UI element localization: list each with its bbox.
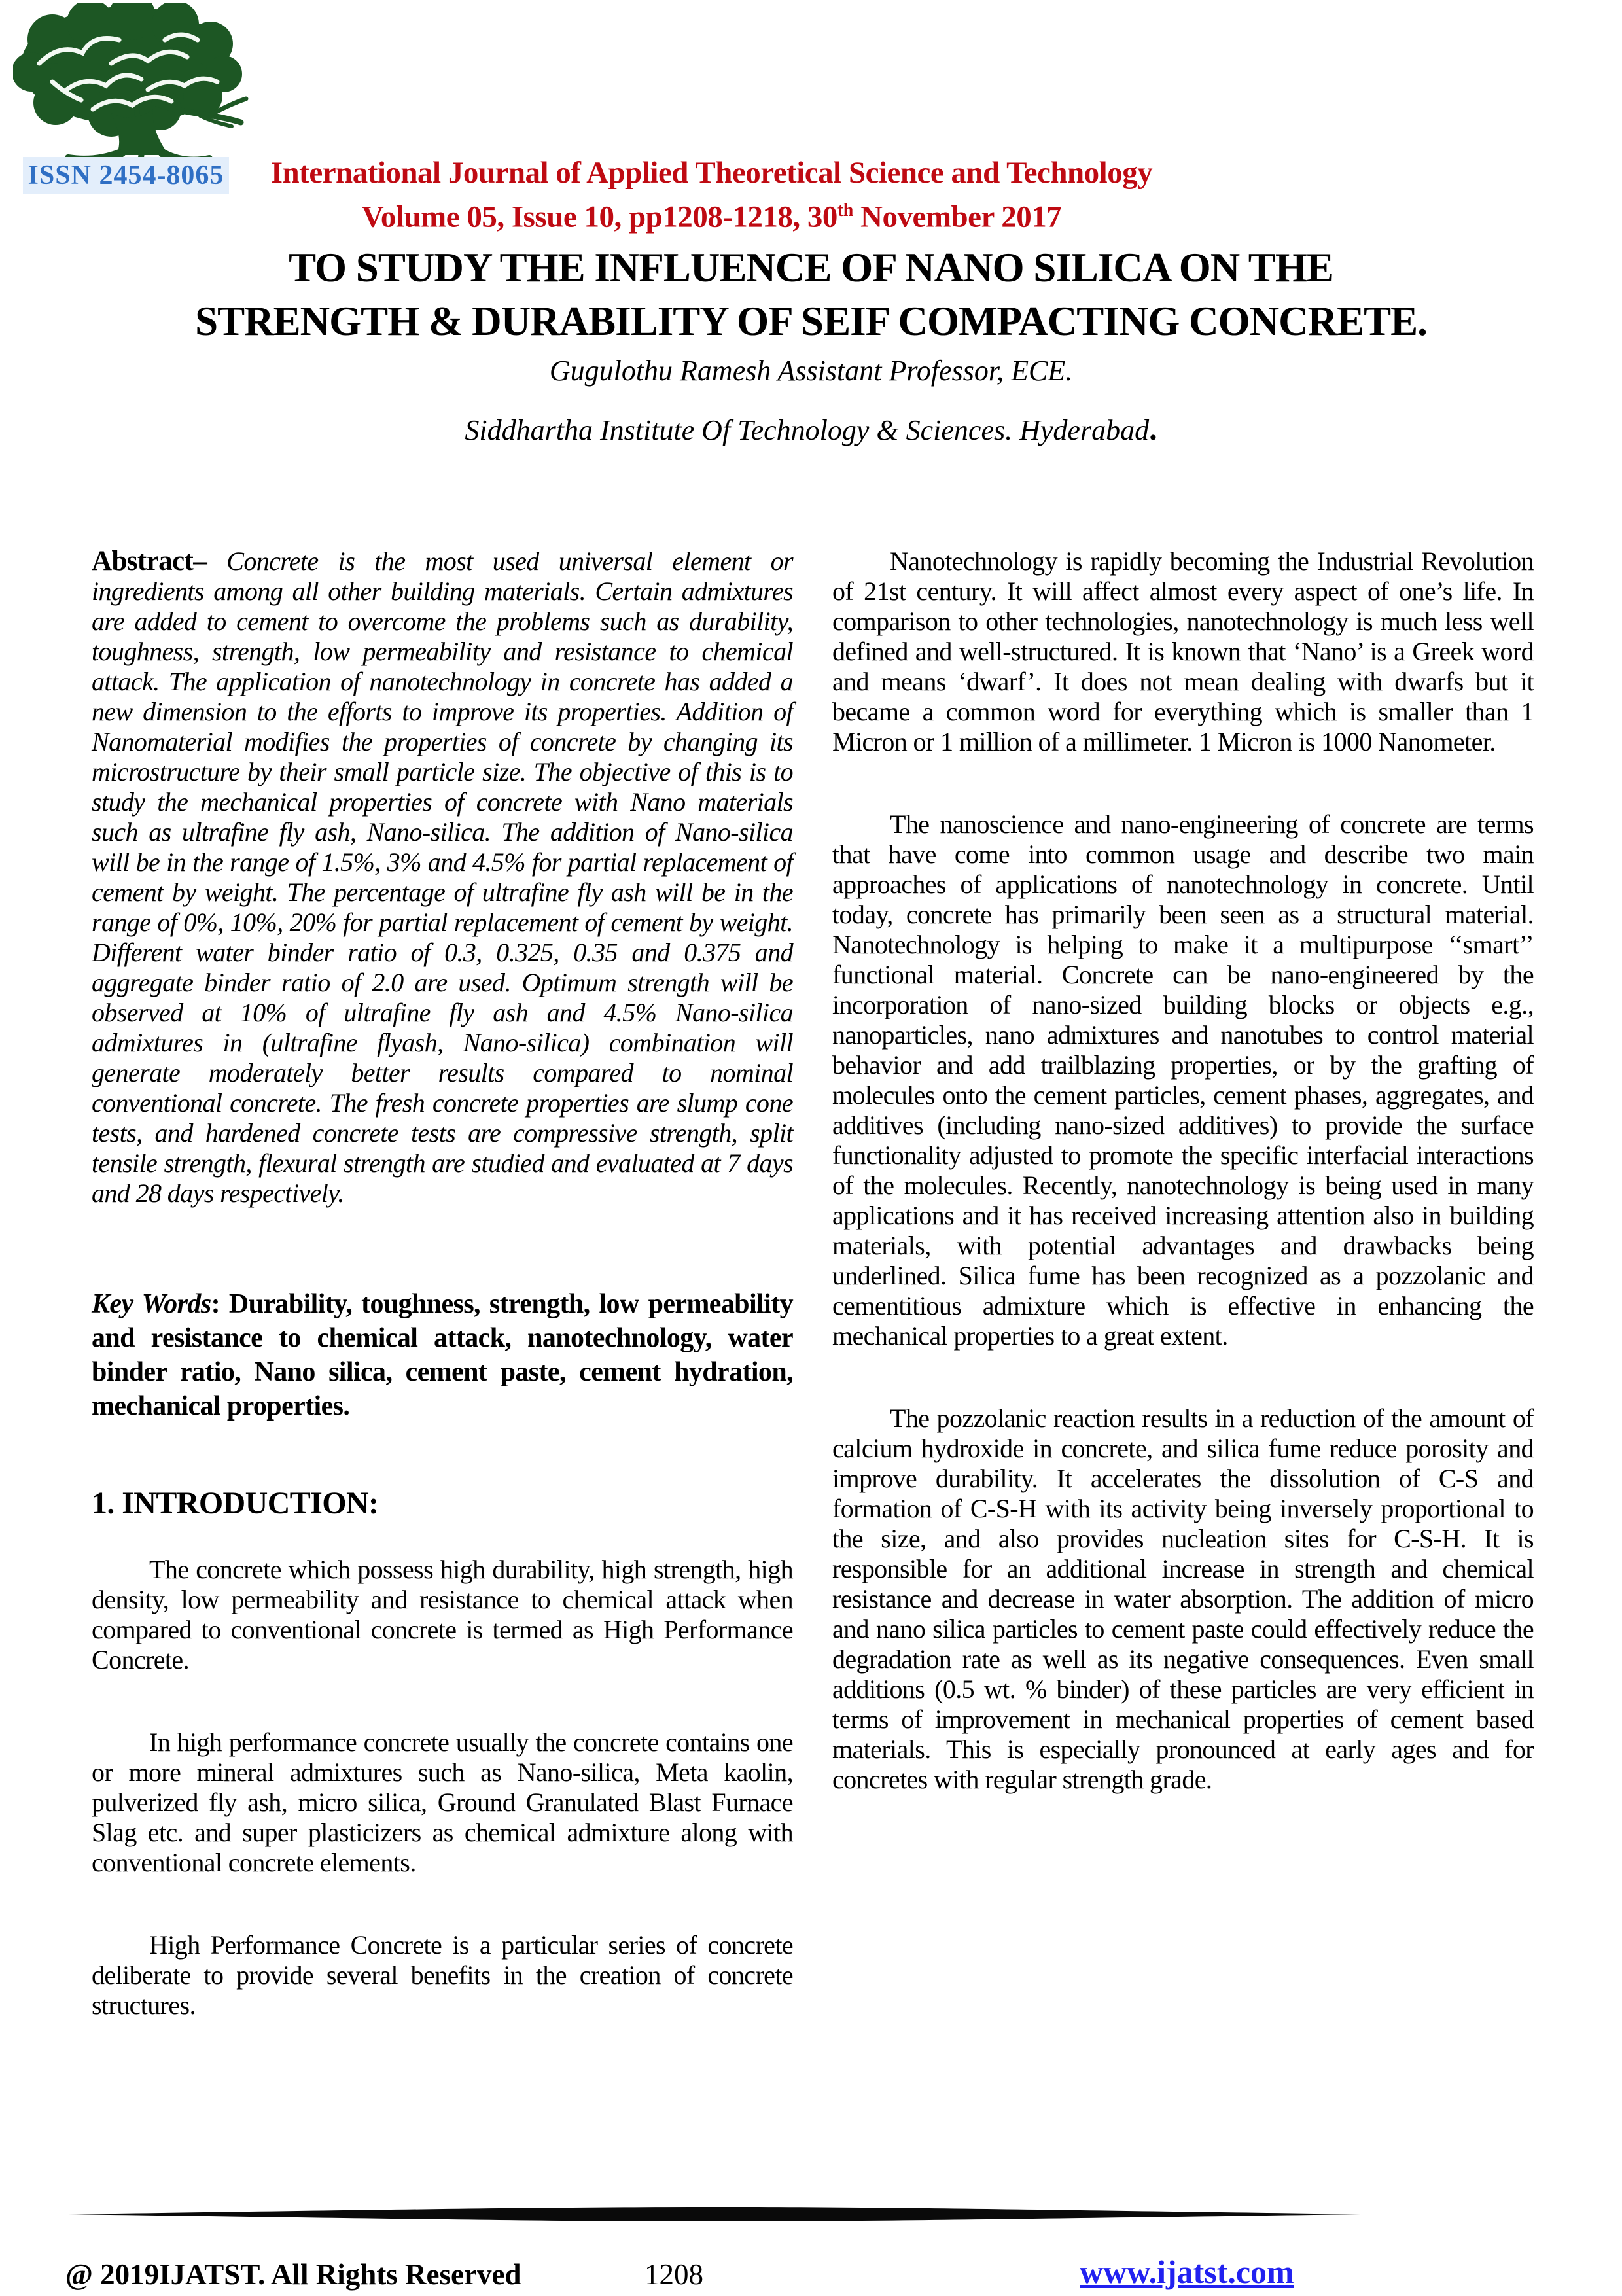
body-paragraph-2: The nanoscience and nano-engineering of concrete are terms that have come into common usage and describe two main approaches of applications of nanotechnology in concrete. Until today, concrete has primarily been seen as a structural material. Nanotechnology is helping to make it a multipurpose ‘‘smart’’ functional material. Concrete can be nano-engineered by the incorporation of nano-sized building blocks or objects e.g., nanoparticles, nano admixtures and nanotubes to control material behavior and add trailblazing properties, or by the grafting of molecules onto the cement particles, cement phases, aggregates, and additives (including nano-sized additives) to provide the surface functionality adjusted to promote the specific interfacial interactions of the molecules. Recently, nanotechnology is being used in many applications and it has received increasing attention also in building materials, with potential advantages and drawbacks being underlined. Silica fume has been recognized as a pozzolanic and cementitious admixture which is effective in enhancing the mechanical properties to a great extent. <box>832 809 1534 1351</box>
keywords-colon: : <box>211 1289 220 1319</box>
affiliation-line <box>0 411 1622 448</box>
brain-tree-icon <box>13 3 275 160</box>
keywords-paragraph <box>92 1287 793 1423</box>
body-columns <box>92 546 1534 2021</box>
paper-title-line2: STRENGTH & DURABILITY OF SEIF COMPACTING CONCRETE. <box>195 298 1427 344</box>
keywords-label: Key Words <box>92 1289 211 1319</box>
footer-divider-line <box>68 2206 1360 2225</box>
affiliation-period: . <box>1149 410 1157 447</box>
journal-header <box>222 154 1201 236</box>
introduction-heading: 1. INTRODUCTION: <box>92 1486 379 1521</box>
affiliation-text: Siddhartha Institute Of Technology & Sciences. Hyderabad <box>465 414 1150 446</box>
introduction-paragraph-1: The concrete which possess high durability, high strength, high density, low permeability and resistance to chemical attack when compared to conventional concrete is termed as High Performance Concrete. <box>92 1555 793 1674</box>
abstract-label: Abstract– <box>92 546 207 576</box>
issn-number: ISSN 2454-8065 <box>23 157 229 194</box>
footer-website-link[interactable]: www.ijatst.com <box>1080 2253 1294 2290</box>
author-line: Gugulothu Ramesh Assistant Professor, ECE. <box>549 355 1073 387</box>
paper-title-line1: TO STUDY THE INFLUENCE OF NANO SILICA ON THE <box>289 245 1333 291</box>
volume-text: Volume 05, Issue 10, pp1208-1218, 30 <box>361 200 837 234</box>
journal-name: International Journal of Applied Theoretical Science and Technology <box>270 156 1153 190</box>
body-paragraph-3: The pozzolanic reaction results in a reduction of the amount of calcium hydroxide in concrete, and silica fume reduce porosity and improve durability. It accelerates the dissolution of C-S and formation of C-S-H with its activity being inversely proportional to the size, and also provides nucleation sites for C-S-H. It is responsible for an additional increase in strength and chemical resistance and decrease in water absorption. The addition of micro and nano silica particles to cement paste could effectively reduce the degradation rate as well as its negative consequences. Even small additions (0.5 wt. % binder) of these particles are very efficient in terms of improvement in mechanical properties of cement based materials. This is especially pronounced at early ages and for concretes with regular strength grade. <box>832 1404 1534 1794</box>
abstract-text: Concrete is the most used universal element or ingredients among all other building materials. Certain admixtures are added to cement to overcome the problems such as durability, toughness, strength, low permeability and resistance to chemical attack. The application of nanotechnology in concrete has added a new dimension to the efforts to improve its properties. Addition of Nanomaterial modifies the properties of concrete by changing its microstructure by their small particle size. The objective of this is to study the mechanical properties of concrete with Nano materials such as ultrafine fly ash, Nano-silica. The addition of Nano-silica will be in the range of 1.5%, 3% and 4.5% for partial replacement of cement by weight. The percentage of ultrafine fly ash will be in the range of 0%, 10%, 20% for partial replacement of cement by weight. Different water binder ratio of 0.3, 0.325, 0.35 and 0.375 and aggregate binder ratio of 2.0 are used. Optimum strength will be observed at 10% of ultrafine fly ash and 4.5% Nano-silica admixtures in (ultrafine flyash, Nano-silica) combination will generate moderately better results compared to nominal conventional concrete. The fresh concrete properties are slump cone tests, and hardened concrete tests are compressive strength, split tensile strength, flexural strength are studied and evaluated at 7 days and 28 days respectively. <box>92 546 793 1208</box>
body-paragraph-1: Nanotechnology is rapidly becoming the Industrial Revolution of 21st century. It will affect almost every aspect of one’s life. In comparison to other technologies, nanotechnology is much less well defined and well-structured. It is known that ‘Nano’ is a Greek word and means ‘dwarf’. It does not mean dealing with dwarfs but it became a common word for everything which is smaller than 1 Micron or 1 million of a millimeter. 1 Micron is 1000 Nanometer. <box>832 546 1534 756</box>
right-column <box>832 546 1534 2021</box>
left-column <box>92 546 793 2021</box>
keywords-text: Durability, toughness, strength, low permeability and resistance to chemical attack, nanotechnology, water binder ratio, Nano silica, cement paste, cement hydration, mechanical properties. <box>92 1289 793 1421</box>
abstract-paragraph <box>92 546 793 1209</box>
introduction-paragraph-3: High Performance Concrete is a particular series of concrete deliberate to provide several benefits in the creation of concrete structures. <box>92 1930 793 2020</box>
journal-volume-line <box>222 192 1201 236</box>
volume-date: November 2017 <box>853 200 1062 234</box>
volume-superscript: th <box>837 200 853 221</box>
footer-copyright: @ 2019IJATST. All Rights Reserved <box>65 2258 521 2291</box>
journal-logo <box>13 3 275 160</box>
footer-page-number: 1208 <box>644 2258 703 2291</box>
paper-title <box>0 241 1622 348</box>
introduction-paragraph-2: In high performance concrete usually the concrete contains one or more mineral admixtures such as Nano-silica, Meta kaolin, pulverized fly ash, micro silica, Ground Granulated Blast Furnace Slag etc. and super plasticizers as chemical admixture along with conventional concrete elements. <box>92 1727 793 1877</box>
